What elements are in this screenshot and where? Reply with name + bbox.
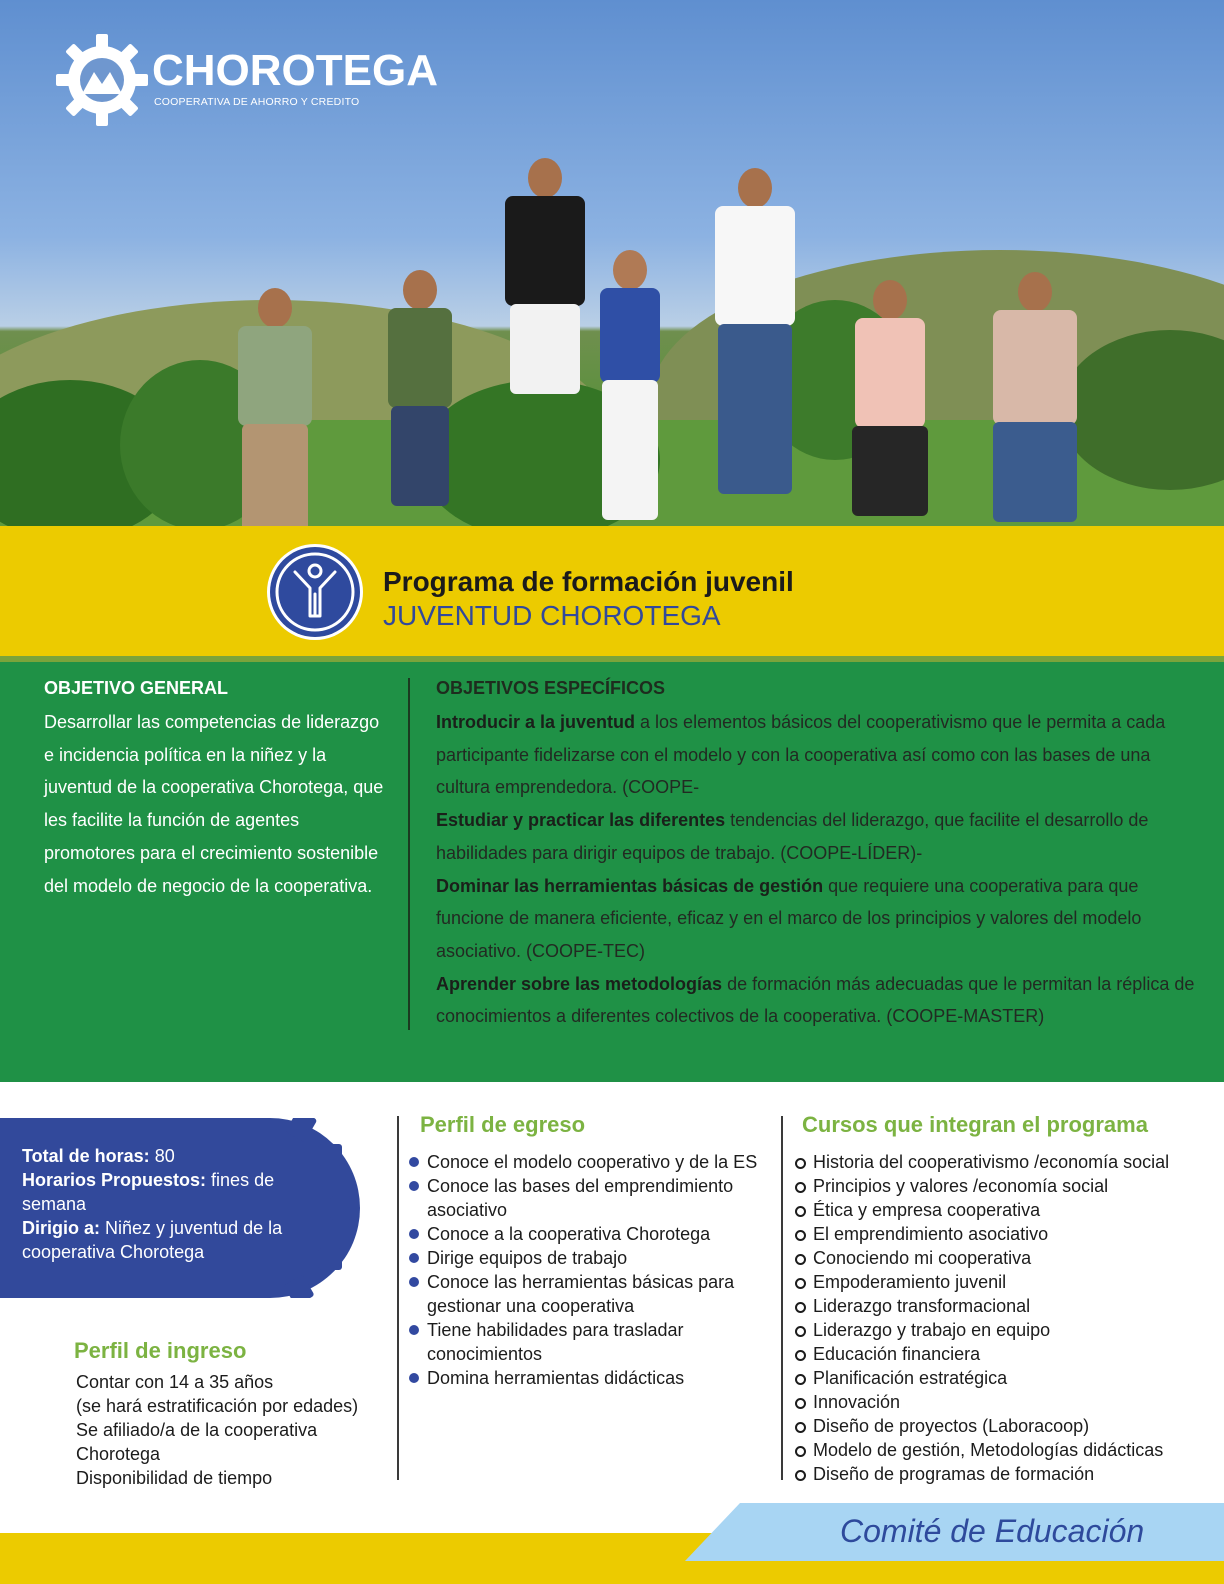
- column-divider: [397, 1116, 399, 1480]
- perfil-egreso-list: [409, 1150, 759, 1390]
- gear-logo-icon: [56, 34, 148, 126]
- circle-bullet-icon: [795, 1374, 806, 1385]
- perfil-ingreso-line: Chorotega: [76, 1444, 161, 1464]
- list-item-text: Conoce las bases del emprendimiento asociativo: [427, 1176, 734, 1220]
- objetivo-item-lead: Estudiar y practicar las diferentes: [436, 810, 726, 831]
- perfil-ingreso-line: Contar con 14 a 35 años: [76, 1372, 274, 1392]
- dirigido-value: Niñez y juventud de la cooperativa Chorotega: [22, 1218, 283, 1262]
- dirigido: [22, 1216, 292, 1264]
- list-item: [795, 1222, 1205, 1246]
- circle-bullet-icon: [795, 1398, 806, 1409]
- list-item-text: Conoce el modelo cooperativo y de la ES: [427, 1152, 758, 1172]
- list-item-text: Historia del cooperativismo /economía social: [813, 1152, 1170, 1172]
- list-item-text: Liderazgo y trabajo en equipo: [813, 1320, 1051, 1340]
- list-item: [409, 1174, 759, 1222]
- objetivo-item: [436, 968, 1196, 1033]
- perfil-ingreso-list: [76, 1370, 386, 1490]
- program-info: [22, 1144, 292, 1264]
- list-item-text: El emprendimiento asociativo: [813, 1224, 1049, 1244]
- list-item-text: Ética y empresa cooperativa: [813, 1200, 1041, 1220]
- youth-person-icon: [265, 542, 365, 642]
- perfil-egreso-heading: Perfil de egreso: [420, 1112, 586, 1137]
- list-item: [795, 1198, 1205, 1222]
- objetivo-item-text: a los elementos básicos del cooperativismo que le permita a cada participante fidelizarse con el modelo y con la cooperativa así como con las bases de una cultura emprendedora. (COOPE-: [436, 712, 1166, 798]
- footer-text: Comité de Educación: [840, 1513, 1145, 1549]
- list-item: [409, 1246, 759, 1270]
- list-item: [795, 1294, 1205, 1318]
- column-divider: [781, 1116, 783, 1480]
- list-item: [795, 1462, 1205, 1486]
- bullet-icon: [409, 1229, 419, 1239]
- person: [975, 272, 1095, 522]
- circle-bullet-icon: [795, 1182, 806, 1193]
- list-item: [409, 1318, 759, 1366]
- horarios-label: Horarios Propuestos:: [22, 1170, 207, 1190]
- list-item: [795, 1390, 1205, 1414]
- circle-bullet-icon: [795, 1350, 806, 1361]
- circle-bullet-icon: [795, 1158, 806, 1169]
- bullet-icon: [409, 1181, 419, 1191]
- horarios-value: fines de semana: [22, 1170, 275, 1214]
- horarios: [22, 1168, 292, 1216]
- person: [365, 270, 475, 510]
- circle-bullet-icon: [795, 1230, 806, 1241]
- program-title: Programa de formación juvenil: [383, 566, 794, 597]
- list-item-text: Conoce las herramientas básicas para gestionar una cooperativa: [427, 1272, 735, 1316]
- objetivo-item: [436, 706, 1196, 804]
- objetivo-item-lead: Dominar las herramientas básicas de gestión: [436, 875, 824, 896]
- person: [840, 280, 940, 520]
- perfil-ingreso-heading: Perfil de ingreso: [74, 1338, 247, 1363]
- list-item-text: Empoderamiento juvenil: [813, 1272, 1007, 1292]
- logo-name: CHOROTEGA: [152, 46, 438, 95]
- list-item-text: Modelo de gestión, Metodologías didácticas: [813, 1440, 1164, 1460]
- list-item-text: Diseño de programas de formación: [813, 1464, 1095, 1484]
- list-item: [795, 1270, 1205, 1294]
- logo-tagline: COOPERATIVA DE AHORRO Y CREDITO: [154, 96, 360, 108]
- person: [215, 288, 335, 526]
- circle-bullet-icon: [795, 1302, 806, 1313]
- bullet-icon: [409, 1157, 419, 1167]
- dirigido-label: Dirigio a:: [22, 1218, 101, 1238]
- list-item: [795, 1318, 1205, 1342]
- objetivo-item-text: de formación más adecuadas que le permitan la réplica de conocimientos a diferentes colectivos de la cooperativa. (COOPE-MASTER): [436, 973, 1195, 1027]
- objetivo-item-lead: Introducir a la juventud: [436, 712, 636, 732]
- circle-bullet-icon: [795, 1206, 806, 1217]
- list-item: [795, 1414, 1205, 1438]
- list-item: [409, 1270, 759, 1318]
- objetivo-item-text: que requiere una cooperativa para que funcione de manera eficiente, eficaz y en el marco de los principios y valores del modelo asociativo. (COOPE-TEC): [436, 875, 1142, 961]
- bullet-icon: [409, 1277, 419, 1287]
- list-item: [409, 1150, 759, 1174]
- objetivo-item: [436, 870, 1196, 968]
- circle-bullet-icon: [795, 1254, 806, 1265]
- hero-photo: [0, 0, 1224, 526]
- list-item-text: Diseño de proyectos (Laboracoop): [813, 1416, 1090, 1436]
- objetivos-especificos-list: [436, 706, 1196, 1033]
- perfil-ingreso-line: (se hará estratificación por edades): [76, 1396, 359, 1416]
- objetivo-item-lead: Aprender sobre las metodologías: [436, 973, 723, 994]
- program-subtitle: JUVENTUD CHOROTEGA: [383, 600, 721, 631]
- chorotega-logo: [56, 34, 438, 126]
- objetivo-item-text: tendencias del liderazgo, que facilite el desarrollo de habilidades para dirigir equipos de trabajo. (COOPE-LÍDER)-: [436, 810, 1149, 863]
- section-divider: [0, 656, 1224, 662]
- list-item-text: Liderazgo transformacional: [813, 1296, 1031, 1316]
- objetivo-item: [436, 804, 1196, 869]
- list-item: [795, 1174, 1205, 1198]
- total-horas-value: 80: [149, 1146, 175, 1166]
- person: [700, 168, 810, 498]
- perfil-ingreso-line: Se afiliado/a de la cooperativa: [76, 1420, 318, 1440]
- circle-bullet-icon: [795, 1446, 806, 1457]
- list-item-text: Planificación estratégica: [813, 1368, 1008, 1388]
- list-item: [795, 1246, 1205, 1270]
- list-item-text: Principios y valores /economía social: [813, 1176, 1109, 1196]
- circle-bullet-icon: [795, 1278, 806, 1289]
- list-item-text: Educación financiera: [813, 1344, 981, 1364]
- bullet-icon: [409, 1373, 419, 1383]
- bullet-icon: [409, 1253, 419, 1263]
- cursos-list: [795, 1150, 1205, 1486]
- column-divider: [408, 678, 410, 1030]
- list-item: [795, 1366, 1205, 1390]
- list-item-text: Domina herramientas didácticas: [427, 1368, 685, 1388]
- list-item: [795, 1438, 1205, 1462]
- list-item: [409, 1222, 759, 1246]
- list-item: [795, 1342, 1205, 1366]
- list-item: [409, 1366, 759, 1390]
- circle-bullet-icon: [795, 1326, 806, 1337]
- list-item-text: Conociendo mi cooperativa: [813, 1248, 1032, 1268]
- objetivos-especificos-heading: OBJETIVOS ESPECÍFICOS: [436, 678, 666, 698]
- perfil-ingreso-line: Disponibilidad de tiempo: [76, 1468, 273, 1488]
- circle-bullet-icon: [795, 1422, 806, 1433]
- list-item-text: Dirige equipos de trabajo: [427, 1248, 628, 1268]
- objetivo-general-text: Desarrollar las competencias de liderazgo e incidencia política en la niñez y la juventud de la cooperativa Chorotega, que les facilite la función de agentes promotores para el crecimiento sostenible del modelo de negocio de la cooperativa.: [44, 712, 384, 896]
- circle-bullet-icon: [795, 1470, 806, 1481]
- list-item-text: Tiene habilidades para trasladar conocimientos: [427, 1320, 684, 1364]
- bullet-icon: [409, 1325, 419, 1335]
- total-horas: [22, 1144, 292, 1168]
- objetivo-general-heading: OBJETIVO GENERAL: [44, 678, 229, 698]
- list-item-text: Innovación: [813, 1392, 901, 1412]
- person: [580, 250, 680, 520]
- cursos-heading: Cursos que integran el programa: [802, 1112, 1148, 1137]
- total-horas-label: Total de horas:: [22, 1146, 150, 1166]
- list-item: [795, 1150, 1205, 1174]
- list-item-text: Conoce a la cooperativa Chorotega: [427, 1224, 711, 1244]
